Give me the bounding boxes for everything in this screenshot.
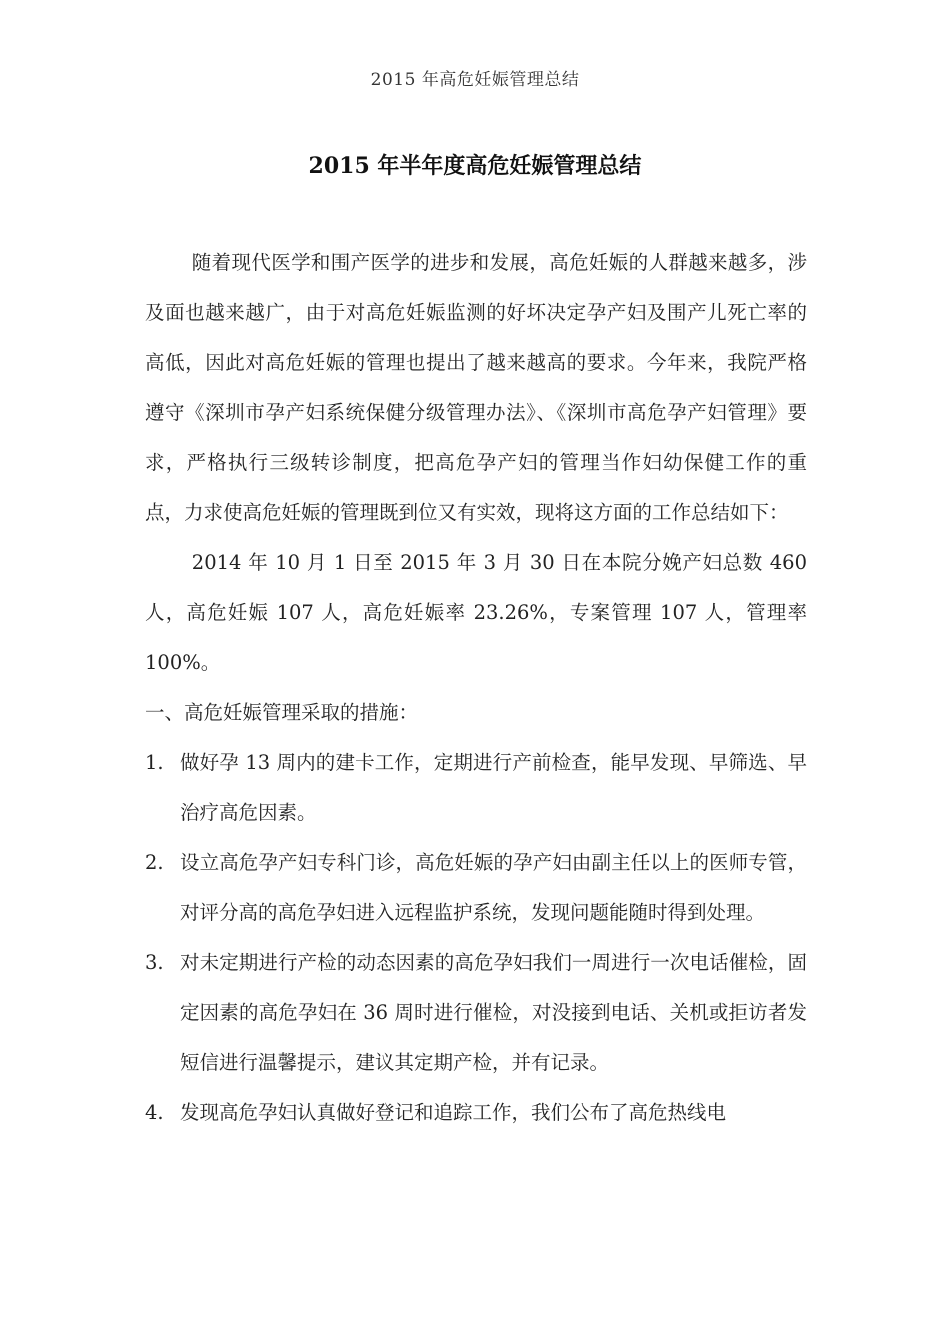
running-header: 2015 年高危妊娠管理总结	[370, 70, 580, 90]
statistics-paragraph: 2014 年 10 月 1 日至 2015 年 3 月 30 日在本院分娩产妇总数 460 人，高危妊娠 107 人，高危妊娠率 23.26%，专案管理 107 人，管理率 100%。	[145, 551, 807, 674]
section-heading: 一、高危妊娠管理采取的措施：	[145, 701, 419, 724]
list-number: 1.	[145, 751, 164, 774]
list-item-text: 做好孕 13 周内的建卡工作，定期进行产前检查，能早发现、早筛选、早治疗高危因素。	[180, 751, 807, 824]
measures-list	[145, 738, 807, 1138]
document-title: 2015 年半年度高危妊娠管理总结	[308, 153, 642, 179]
list-item	[145, 838, 807, 938]
document-body	[145, 238, 807, 1138]
list-number: 4.	[145, 1101, 164, 1124]
list-number: 2.	[145, 851, 164, 874]
intro-paragraph: 随着现代医学和围产医学的进步和发展，高危妊娠的人群越来越多，涉及面也越来越广，由于对高危妊娠监测的好坏决定孕产妇及围产儿死亡率的高低，因此对高危妊娠的管理也提出了越来越高的要求。今年来，我院严格遵守《深圳市孕产妇系统保健分级管理办法》、《深圳市高危孕产妇管理》要求，严格执行三级转诊制度，把高危孕产妇的管理当作妇幼保健工作的重点，力求使高危妊娠的管理既到位又有实效，现将这方面的工作总结如下：	[145, 251, 807, 524]
list-item	[145, 738, 807, 838]
list-item-text: 设立高危孕产妇专科门诊，高危妊娠的孕产妇由副主任以上的医师专管，对评分高的高危孕妇进入远程监护系统，发现问题能随时得到处理。	[180, 851, 807, 924]
list-item-text: 发现高危孕妇认真做好登记和追踪工作，我们公布了高危热线电	[180, 1101, 727, 1124]
list-number: 3.	[145, 951, 164, 974]
list-item-text: 对未定期进行产检的动态因素的高危孕妇我们一周进行一次电话催检，固定因素的高危孕妇在 36 周时进行催检，对没接到电话、关机或拒访者发短信进行温馨提示，建议其定期产检，并有记录。	[180, 951, 807, 1074]
list-item	[145, 1088, 807, 1138]
list-item	[145, 938, 807, 1088]
